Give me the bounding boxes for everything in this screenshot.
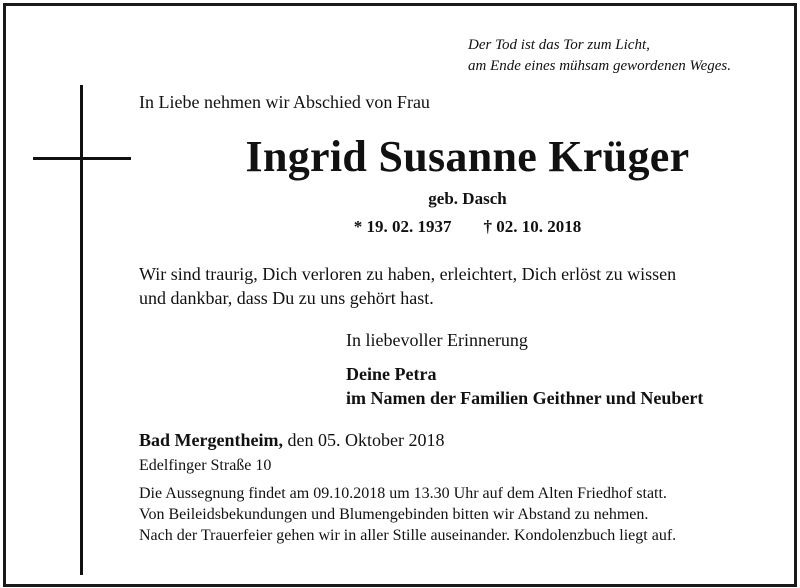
- remembrance-text: In liebevoller Erinnerung: [346, 330, 528, 350]
- death-date: † 02. 10. 2018: [483, 217, 582, 236]
- notice-line-3: Nach der Trauerfeier gehen wir in aller Stille auseinander. Kondolenzbuch liegt auf.: [139, 527, 677, 544]
- motto: [468, 35, 731, 77]
- birth-date: * 19. 02. 1937: [353, 217, 452, 236]
- signature: [346, 362, 703, 410]
- signature-line-2: im Namen der Familien Geithner und Neubert: [346, 388, 704, 408]
- deceased-name: Ingrid Susanne Krüger: [245, 132, 690, 181]
- ceremony-notice: [139, 483, 676, 546]
- place-date: [139, 430, 444, 451]
- message-paragraph: [139, 262, 676, 310]
- place-city: Bad Mergentheim,: [139, 430, 283, 450]
- message-line-2: und dankbar, dass Du zu uns gehört hast.: [139, 288, 434, 308]
- message-line-1: Wir sind traurig, Dich verloren zu haben, erleichtert, Dich erlöst zu wissen: [139, 264, 677, 284]
- life-dates: [0, 217, 800, 237]
- birth-name: geb. Dasch: [428, 189, 507, 208]
- motto-line-2: am Ende eines mühsam gewordenen Weges.: [468, 58, 732, 74]
- place-date-text: den 05. Oktober 2018: [282, 430, 445, 450]
- intro-text: In Liebe nehmen wir Abschied von Frau: [139, 92, 430, 112]
- notice-line-1: Die Aussegnung findet am 09.10.2018 um 13.30 Uhr auf dem Alten Friedhof statt.: [139, 485, 667, 502]
- signature-line-1: Deine Petra: [346, 364, 437, 384]
- motto-line-1: Der Tod ist das Tor zum Licht,: [468, 37, 650, 53]
- notice-line-2: Von Beileidsbekundungen und Blumengebinden bitten wir Abstand zu nehmen.: [139, 506, 649, 523]
- street-address: Edelfinger Straße 10: [139, 457, 272, 474]
